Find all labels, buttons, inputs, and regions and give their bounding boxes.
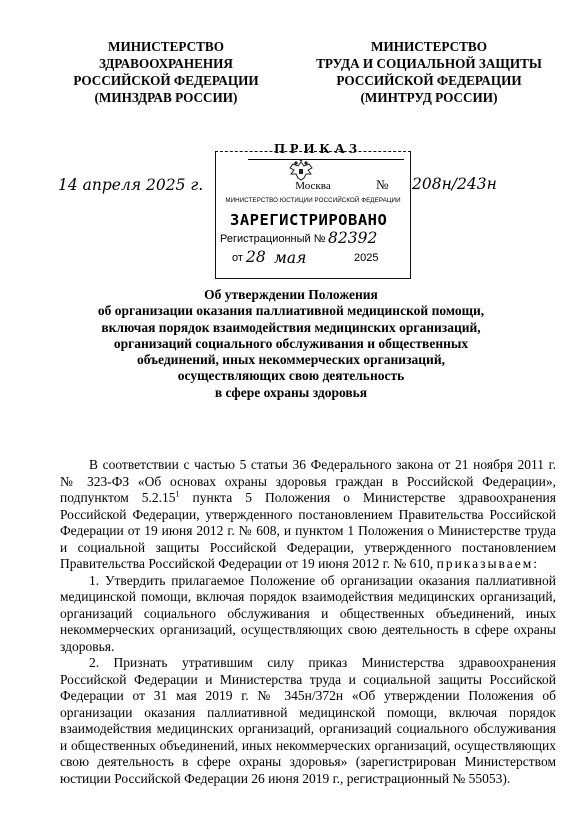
document-title <box>60 287 522 401</box>
title-line: организаций социального обслуживания и общественных <box>113 335 469 351</box>
document-body <box>60 457 556 787</box>
preamble-text-cont: пункта 5 Положения о Министерстве здравоохранения Российской Федерации, утвержденного постановлением Правительства Российской Федерации от 19 июня 2012 г. № 608, и пунктом 1 Положения о Министерстве труда и социальной защиты Российской Федерации, утвержденного постановлением Правительства Российской Федерации от 19 июня 2012 г. № 610, <box>60 490 556 571</box>
stamp-city: Москва <box>295 180 331 192</box>
number-sign: № <box>376 177 389 192</box>
preamble-text: В соответствии с частью 5 статьи 36 Федерального закона от 21 ноября 2011 г. № 323-ФЗ «Об основах охраны здоровья граждан в Российской Федерации», подпунктом 5.2.15 <box>60 457 556 505</box>
clause-2: 2. Признать утратившим силу приказ Министерства здравоохранения Российской Федерации и Министерства труда и социальной защиты Российской Федерации от 31 мая 2019 г. № 345н/372н «Об утверждении Положения об организации оказания паллиативной медицинской помощи, включая порядок взаимодействия медицинских организаций, организаций социального обслуживания и общественных объединений, иных некоммерческих организаций, осуществляющих свою деятельность в сфере охраны здоровья» (зарегистрирован Министерством юстиции Российской Федерации 26 июня 2019 г., регистрационный № 55053). <box>60 655 556 786</box>
title-line: Об утверждении Положения <box>204 287 378 302</box>
stamp-reg-number: 82392 <box>328 229 378 247</box>
header-left-line: (МИНЗДРАВ РОССИИ) <box>94 90 238 105</box>
header-right-line: ТРУДА И СОЦИАЛЬНОЙ ЗАЩИТЫ <box>316 56 542 71</box>
order-number-handwritten: 208н/243н <box>412 175 497 193</box>
title-line: включая порядок взаимодействия медицинских организаций, <box>101 319 481 335</box>
stamp-date-month: мая <box>274 249 307 267</box>
issuer-labor-ministry <box>306 38 552 106</box>
clause-1: 1. Утвердить прилагаемое Положение об организации оказания паллиативной медицинской помощи, включая порядок взаимодействия медицинских организаций, организаций социального обслуживания и общественных объединений, иных некоммерческих организаций, осуществляющих свою деятельность в сфере охраны здоровья. <box>60 572 556 654</box>
title-line: объединений, иных некоммерческих организаций, <box>137 352 445 368</box>
preamble-paragraph <box>60 457 556 573</box>
stamp-date-year: 2025 <box>354 252 379 264</box>
stamp-date-prefix: от <box>232 252 243 264</box>
title-line: в сфере охраны здоровья <box>214 384 368 400</box>
stamp-date-day: 28 <box>246 248 266 266</box>
footnote-sup: 1 <box>175 489 180 499</box>
header-left-line: МИНИСТЕРСТВО <box>108 39 224 54</box>
double-headed-eagle-icon <box>287 158 315 184</box>
title-line: об организации оказания паллиативной медицинской помощи, <box>97 303 485 319</box>
stamp-reg-label: Регистрационный № <box>220 233 326 245</box>
issuer-health-ministry <box>46 38 286 106</box>
header-left-line: РОССИЙСКОЙ ФЕДЕРАЦИИ <box>73 73 259 88</box>
order-date-handwritten: 14 апреля 2025 г. <box>58 176 204 194</box>
title-line: осуществляющих свою деятельность <box>177 368 405 384</box>
stamp-registered: ЗАРЕГИСТРИРОВАНО <box>230 211 388 229</box>
header-right-line: (МИНТРУД РОССИИ) <box>360 90 498 105</box>
document-type-title: ПРИКАЗ <box>274 142 362 157</box>
header-left-line: ЗДРАВООХРАНЕНИЯ <box>99 56 233 71</box>
stamp-ministry-justice: МИНИСТЕРСТВО ЮСТИЦИИ РОССИЙСКОЙ ФЕДЕРАЦИИ <box>225 197 401 204</box>
order-word: приказываем: <box>436 556 540 571</box>
header-right-line: МИНИСТЕРСТВО <box>371 39 487 54</box>
header-right-line: РОССИЙСКОЙ ФЕДЕРАЦИИ <box>336 73 522 88</box>
